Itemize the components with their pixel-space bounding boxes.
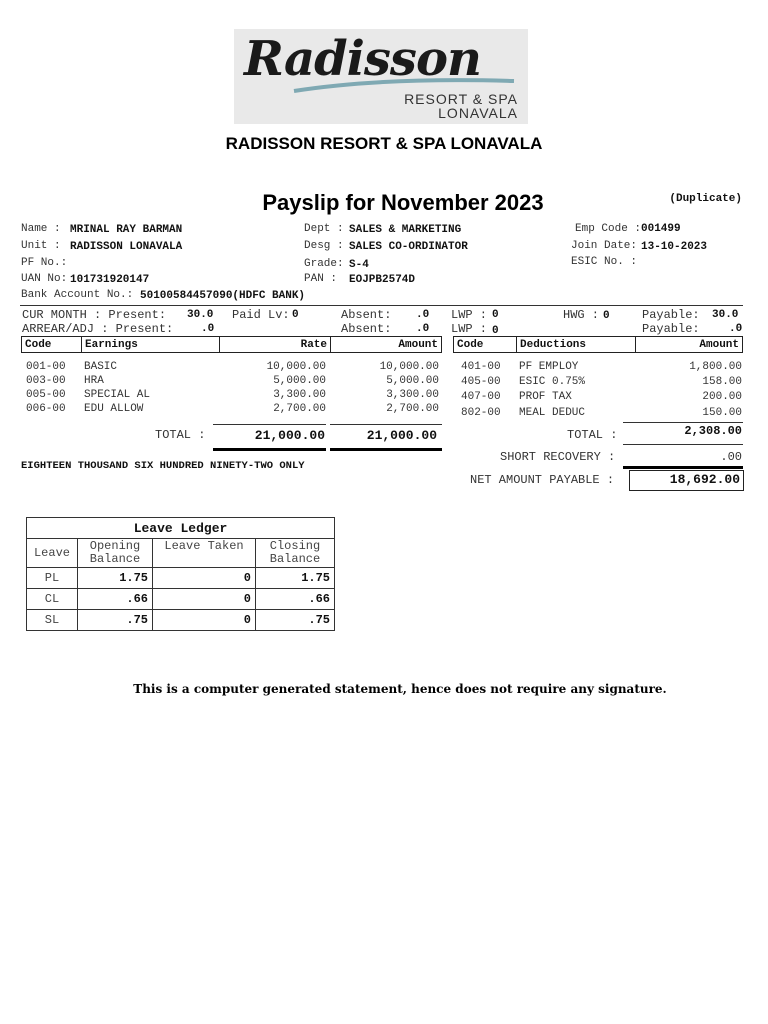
closing-balance: 1.75	[256, 568, 335, 589]
esic-label: ESIC No. :	[571, 256, 638, 268]
absent-label-2: Absent:	[341, 322, 392, 336]
ded-code-header: Code	[453, 336, 517, 353]
amount-in-words: EIGHTEEN THOUSAND SIX HUNDRED NINETY-TWO ONLY	[21, 460, 305, 472]
ded-code: 405-00	[461, 376, 501, 388]
payslip-title: Payslip for November 2023	[262, 190, 544, 215]
leave-ledger-table	[26, 517, 335, 631]
paid-lv-label: Paid Lv:	[232, 308, 290, 322]
grade-label: Grade:	[304, 258, 344, 270]
earn-total-rate: 21,000.00	[254, 428, 325, 443]
footer-statement: This is a computer generated statement, hence does not require any signature.	[133, 682, 667, 696]
logo-brand: Radisson	[244, 31, 481, 87]
join-label: Join Date:	[571, 240, 638, 252]
opening-balance-header: Opening Balance	[78, 539, 153, 568]
arrear-present: .0	[201, 323, 215, 335]
leave-taken-header: Leave Taken	[153, 539, 256, 568]
department: SALES & MARKETING	[349, 224, 462, 236]
ded-name: PROF TAX	[519, 391, 572, 403]
net-amount: 18,692.00	[669, 472, 740, 487]
leave-row	[27, 610, 335, 631]
ded-code: 802-00	[461, 407, 501, 419]
emp-code: 001499	[641, 223, 681, 235]
ded-name: MEAL DEDUC	[519, 407, 586, 419]
leave-taken: 0	[153, 589, 256, 610]
leave-taken: 0	[153, 610, 256, 631]
leave-taken: 0	[153, 568, 256, 589]
lwp-label-2: LWP :	[451, 322, 488, 336]
short-recovery: .00	[720, 450, 742, 464]
hwg-label: HWG :	[563, 308, 600, 322]
cur-month-label: CUR MONTH : Present:	[22, 308, 167, 322]
closing-balance: .75	[256, 610, 335, 631]
earn-rate: 5,000.00	[273, 375, 326, 387]
ded-code: 401-00	[461, 361, 501, 373]
ded-total: 2,308.00	[684, 424, 742, 438]
ded-total-label: TOTAL :	[567, 428, 618, 442]
uan-label: UAN No:	[21, 273, 68, 285]
bank-label: Bank Account No.:	[21, 289, 134, 301]
logo-line2: LONAVALA	[438, 105, 518, 121]
earn-total-rule-2	[330, 424, 442, 425]
leave-type-header: Leave	[27, 539, 78, 568]
earn-name: HRA	[84, 375, 104, 387]
earn-total-double-rule	[213, 448, 326, 451]
paid-lv: 0	[292, 309, 299, 321]
leave-row	[27, 589, 335, 610]
employee-name: MRINAL RAY BARMAN	[70, 224, 183, 236]
dept-label: Dept :	[304, 223, 344, 235]
ded-name-header: Deductions	[516, 336, 636, 353]
payable-arr: .0	[729, 323, 743, 335]
ded-amount: 1,800.00	[689, 361, 742, 373]
ded-total-rule	[623, 422, 743, 423]
net-amount-label: NET AMOUNT PAYABLE :	[470, 473, 615, 487]
opening-balance: 1.75	[78, 568, 153, 589]
ded-code: 407-00	[461, 391, 501, 403]
earn-code: 006-00	[26, 403, 66, 415]
earn-code-header: Code	[21, 336, 82, 353]
lwp-cur: 0	[492, 309, 499, 321]
ded-amount: 200.00	[702, 391, 742, 403]
desg-label: Desg :	[304, 240, 344, 252]
lwp-label: LWP :	[451, 308, 488, 322]
uan-number: 101731920147	[70, 274, 150, 286]
logo-line1: RESORT & SPA	[404, 91, 518, 107]
net-rule	[623, 466, 743, 469]
leave-type: SL	[27, 610, 78, 631]
pf-label: PF No.:	[21, 257, 68, 269]
employee-unit: RADISSON LONAVALA	[70, 241, 183, 253]
radisson-logo	[234, 29, 528, 124]
earn-total-label: TOTAL :	[155, 428, 206, 442]
earn-rate: 3,300.00	[273, 389, 326, 401]
closing-balance-header: Closing Balance	[256, 539, 335, 568]
pan-label: PAN :	[304, 273, 338, 285]
earn-total-rule	[213, 424, 326, 425]
earn-rate: 2,700.00	[273, 403, 326, 415]
leave-type: CL	[27, 589, 78, 610]
opening-balance: .66	[78, 589, 153, 610]
designation: SALES CO-ORDINATOR	[349, 241, 468, 253]
earn-name: EDU ALLOW	[84, 403, 144, 415]
lwp-arr: 0	[492, 325, 499, 337]
arrear-label: ARREAR/ADJ : Present:	[22, 322, 174, 336]
earn-code: 001-00	[26, 361, 66, 373]
payable-label-2: Payable:	[642, 322, 700, 336]
absent-arr: .0	[416, 323, 430, 335]
ded-name: PF EMPLOY	[519, 361, 579, 373]
leave-type: PL	[27, 568, 78, 589]
earn-amount: 10,000.00	[379, 361, 439, 373]
cur-present: 30.0	[187, 309, 214, 321]
ded-name: ESIC 0.75%	[519, 376, 586, 388]
grade: S-4	[349, 259, 369, 271]
earn-amount: 5,000.00	[386, 375, 439, 387]
earn-amount-header: Amount	[330, 336, 442, 353]
bank-account: 50100584457090(HDFC BANK)	[140, 290, 306, 302]
leave-ledger-caption: Leave Ledger	[27, 518, 335, 539]
info-divider	[20, 305, 743, 306]
earn-name-header: Earnings	[81, 336, 220, 353]
earn-rate: 10,000.00	[266, 361, 326, 373]
earn-code: 003-00	[26, 375, 66, 387]
earn-rate-header: Rate	[219, 336, 331, 353]
leave-row	[27, 568, 335, 589]
earn-total-double-rule-2	[330, 448, 442, 451]
pan-number: EOJPB2574D	[349, 274, 416, 286]
earn-name: BASIC	[84, 361, 118, 373]
name-label: Name :	[21, 223, 61, 235]
earn-total-amount: 21,000.00	[366, 428, 437, 443]
hwg-value: 0	[603, 310, 610, 322]
copy-label: (Duplicate)	[669, 193, 742, 205]
payable-label: Payable:	[642, 308, 700, 322]
unit-label: Unit :	[21, 240, 61, 252]
earn-amount: 3,300.00	[386, 389, 439, 401]
earn-name: SPECIAL AL	[84, 389, 151, 401]
absent-label: Absent:	[341, 308, 392, 322]
short-recovery-label: SHORT RECOVERY :	[500, 450, 616, 464]
earn-amount: 2,700.00	[386, 403, 439, 415]
closing-balance: .66	[256, 589, 335, 610]
company-name: RADISSON RESORT & SPA LONAVALA	[225, 134, 543, 153]
absent-cur: .0	[416, 309, 430, 321]
empcode-label: Emp Code :	[575, 223, 642, 235]
join-date: 13-10-2023	[641, 241, 708, 253]
ded-amount-header: Amount	[635, 336, 743, 353]
earn-code: 005-00	[26, 389, 66, 401]
ded-total-rule-2	[623, 444, 743, 445]
ded-amount: 150.00	[702, 407, 742, 419]
ded-amount: 158.00	[702, 376, 742, 388]
payable-cur: 30.0	[712, 309, 739, 321]
opening-balance: .75	[78, 610, 153, 631]
